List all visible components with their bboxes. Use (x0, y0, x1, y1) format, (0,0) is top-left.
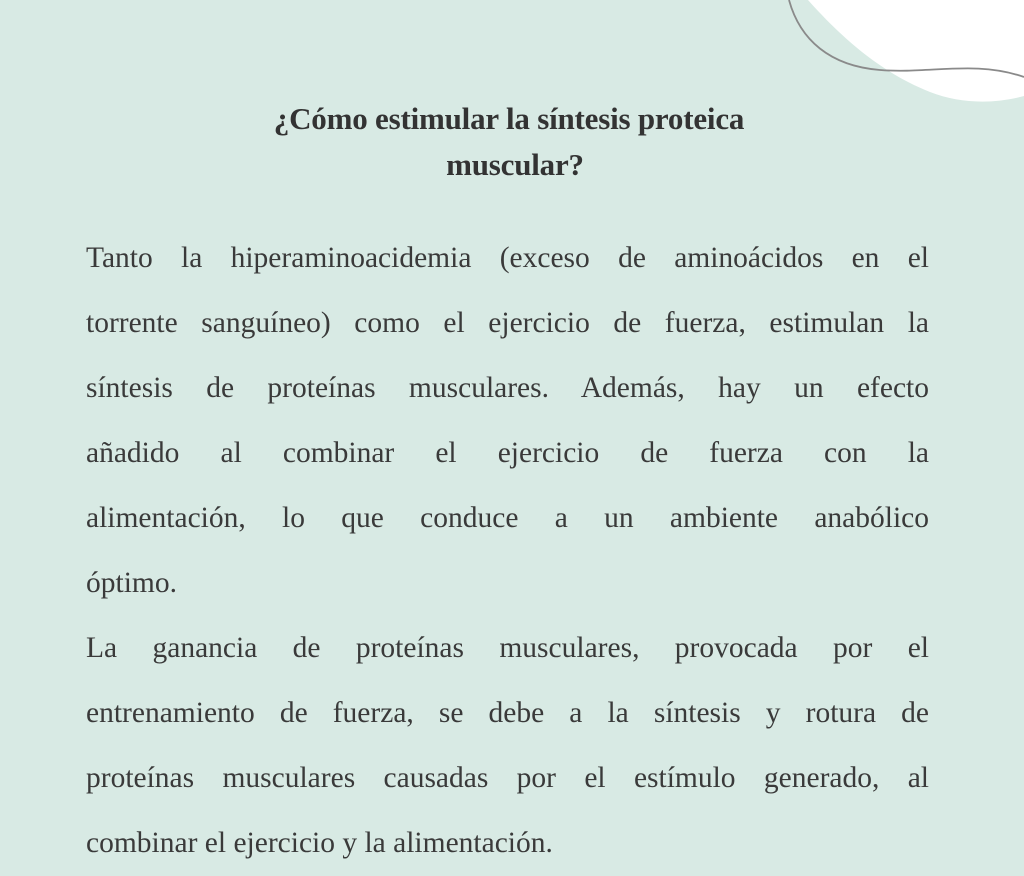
paragraph-2 (86, 616, 929, 876)
paragraph-1 (86, 226, 929, 616)
paragraph-line: síntesis de proteínas musculares. Además, hay un efecto (86, 372, 929, 404)
paragraph-line: proteínas musculares causadas por el estímulo generado, al (86, 762, 929, 794)
paragraph-line: torrente sanguíneo) como el ejercicio de fuerza, estimulan la (86, 307, 929, 339)
page-title-line-2: muscular? (446, 147, 584, 182)
page-title-line-1: ¿Cómo estimular la síntesis proteica (273, 101, 745, 136)
paragraph-line: Tanto la hiperaminoacidemia (exceso de aminoácidos en el (86, 242, 929, 274)
page-title (0, 96, 1024, 188)
paragraph-line: La ganancia de proteínas musculares, provocada por el (86, 632, 929, 664)
paragraph-line: combinar el ejercicio y la alimentación. (86, 827, 553, 859)
paragraph-line: entrenamiento de fuerza, se debe a la síntesis y rotura de (86, 697, 929, 729)
body-text (86, 226, 929, 876)
paragraph-line: alimentación, lo que conduce a un ambiente anabólico (86, 502, 929, 534)
paragraph-line: añadido al combinar el ejercicio de fuerza con la (86, 437, 929, 469)
paragraph-line: óptimo. (86, 567, 177, 599)
